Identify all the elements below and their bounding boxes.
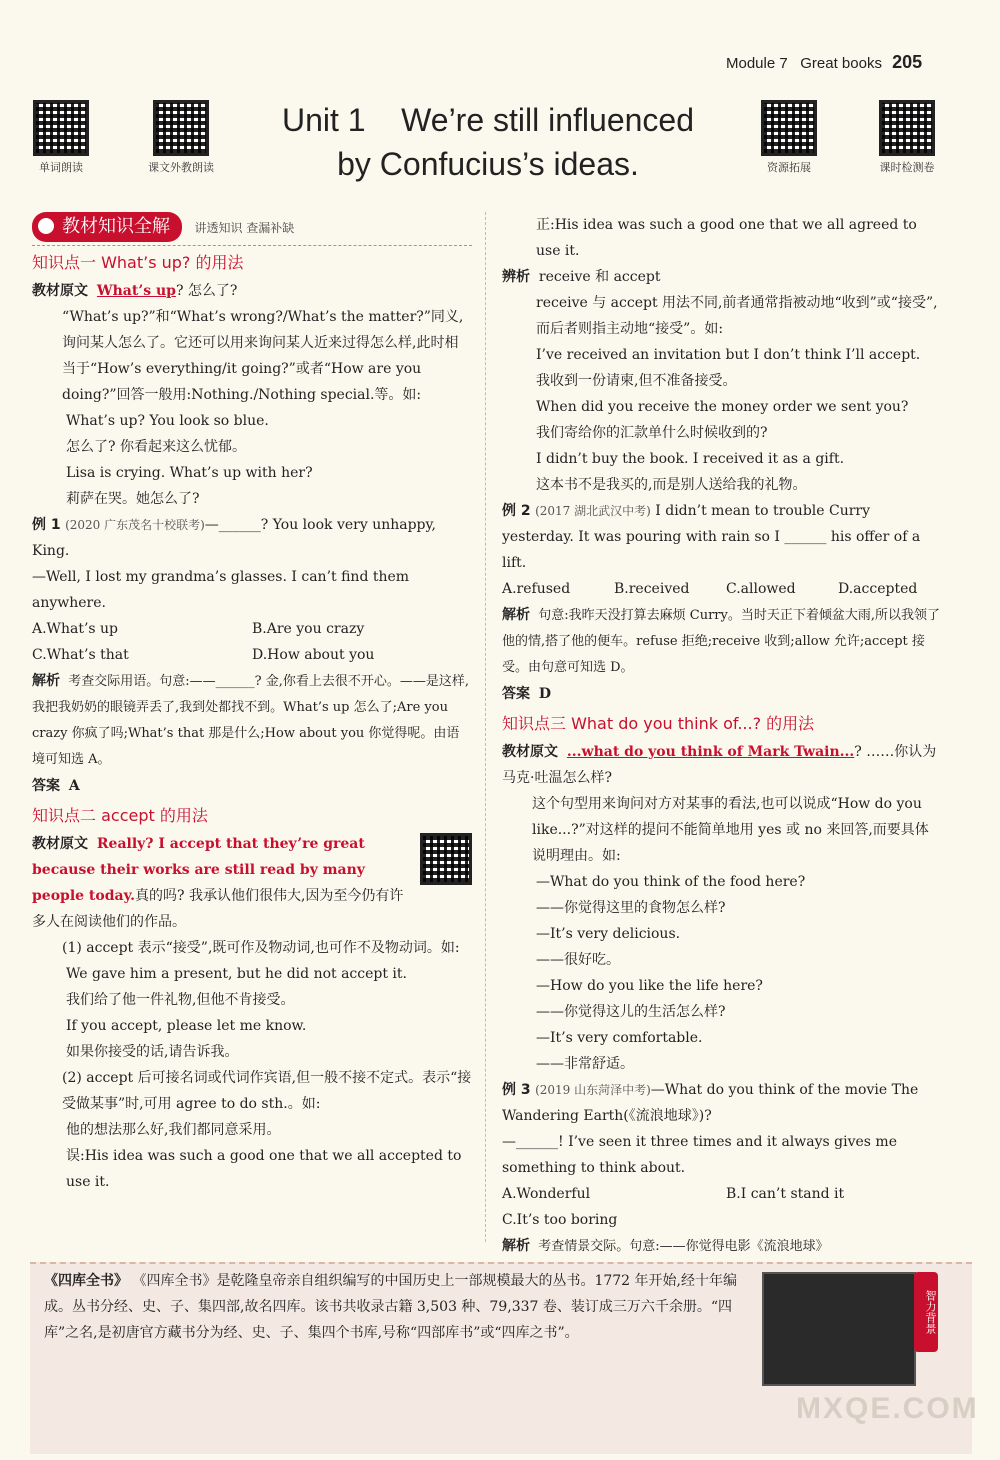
example-1-options: C.What’s that D.How about you xyxy=(32,647,375,663)
page-number: 205 xyxy=(892,52,923,72)
example-3-options: A.Wonderful B.I can’t stand it xyxy=(502,1186,845,1202)
section-banner-subtitle: 讲透知识 查漏补缺 xyxy=(194,221,295,235)
qr-code-icon[interactable] xyxy=(420,833,472,885)
module-label: Module 7 xyxy=(726,55,788,72)
unit-title-line2: by Confucius’s ideas. xyxy=(337,146,639,182)
qr-vocab[interactable] xyxy=(16,100,106,175)
qr-caption: 单词朗读 xyxy=(39,161,83,174)
left-column xyxy=(32,212,472,1195)
kp2-wrong-example: 误:His idea was such a good one that we all accepted to use it. xyxy=(66,1148,462,1190)
kp2-source: 教材原文 Really? I accept that they’re great because their works are still read by many people today.真的吗? 我承认他们很伟大,因为至今仍有许多人在阅读他们的作品。 xyxy=(32,836,404,930)
kp2-explanation: (2) accept 后可接名词或代词作宾语,但一般不接不定式。表示“接受做某事”时,可用 agree to do sth.。如: xyxy=(62,1070,472,1112)
distinction-title: 辨析 receive 和 accept xyxy=(502,269,661,285)
footer-title: 《四库全书》 xyxy=(44,1273,128,1289)
example-1-question-2: —Well, I lost my grandma’s glasses. I can’t find them anywhere. xyxy=(32,569,410,611)
qr-code-icon xyxy=(33,100,89,156)
running-header xyxy=(726,52,922,73)
example-2-analysis: 解析 句意:我昨天没打算去麻烦 Curry。当时天正下着倾盆大雨,所以我领了他的情,搭了他的便车。refuse 拒绝;receive 收到;allow 允许;accept 接受。由句意可知选 D。 xyxy=(502,607,941,675)
kp3-dialogue: —It’s very comfortable. xyxy=(536,1030,703,1046)
example-2-options: A.refused B.received C.allowed D.accepted xyxy=(502,581,918,597)
kp1-example: 莉萨在哭。她怎么了? xyxy=(66,491,200,507)
distinction-example: 这本书不是我买的,而是别人送给我的礼物。 xyxy=(536,477,807,493)
example-2-question: 例 2 (2017 湖北武汉中考) I didn’t mean to trouble Curry yesterday. It was pouring with rain so I ______ his offer of a lift. xyxy=(502,503,921,571)
kp1-source: 教材原文 What’s up? 怎么了? xyxy=(32,283,238,299)
kp1-example: What’s up? You look so blue. xyxy=(66,413,269,429)
example-1-question: 例 1 (2020 广东茂名十校联考)—______? You look very unhappy, King. xyxy=(32,517,437,559)
kp3-dialogue: —What do you think of the food here? xyxy=(536,874,806,890)
kp3-dialogue: ——很好吃。 xyxy=(536,952,620,968)
kp3-dialogue: ——你觉得这儿的生活怎么样? xyxy=(536,1004,726,1020)
section-banner-label: 教材知识全解 xyxy=(32,212,182,242)
qr-code-icon xyxy=(153,100,209,156)
kp3-dialogue: —How do you like the life here? xyxy=(536,978,763,994)
column-divider xyxy=(485,212,486,1242)
example-1-answer: 答案 A xyxy=(32,778,80,794)
example-1-analysis: 解析 考查交际用语。句意:——______? 金,你看上去很不开心。——是这样,我把我奶奶的眼镜弄丢了,我到处都找不到。What’s up 怎么了;Are you crazy 你疯了吗;What’s that 那是什么;How about you 你觉得呢。由语境可知选 A。 xyxy=(32,673,470,767)
speaker-icon xyxy=(38,218,54,234)
kp2-example: 他的想法那么好,我们都同意采用。 xyxy=(66,1122,281,1138)
book-set-image xyxy=(762,1272,916,1386)
kp2-example: If you accept, please let me know. xyxy=(66,1018,307,1034)
section-banner xyxy=(32,212,472,246)
unit-title-line1: Unit 1 We’re still influenced xyxy=(281,102,695,138)
qr-caption: 资源拓展 xyxy=(767,161,811,174)
knowledge-point-3-title: 知识点三 What do you think of...? 的用法 xyxy=(502,714,815,733)
example-2-answer: 答案 D xyxy=(502,686,552,702)
knowledge-point-1-title: 知识点一 What’s up? 的用法 xyxy=(32,253,244,272)
distinction-example: I’ve received an invitation but I don’t think I’ll accept. xyxy=(536,347,921,363)
qr-caption: 课文外教朗读 xyxy=(148,161,214,174)
example-1-options: A.What’s up B.Are you crazy xyxy=(32,621,365,637)
watermark: MXQE.COM xyxy=(796,1392,979,1425)
example-3-options: C.It’s too boring xyxy=(502,1212,618,1228)
module-title: Great books xyxy=(800,55,882,72)
kp3-source: 教材原文 ...what do you think of Mark Twain...? ……你认为马克·吐温怎么样? xyxy=(502,744,937,786)
distinction-example: 我们寄给你的汇款单什么时候收到的? xyxy=(536,425,768,441)
kp2-example: 如果你接受的话,请告诉我。 xyxy=(66,1044,239,1060)
footer-text xyxy=(44,1268,744,1346)
kp2-explanation: (1) accept 表示“接受”,既可作及物动词,也可作不及物动词。如: xyxy=(62,940,460,956)
qr-code-icon xyxy=(879,100,935,156)
kp1-example: Lisa is crying. What’s up with her? xyxy=(66,465,313,481)
kp1-example: 怎么了? 你看起来这么忧郁。 xyxy=(66,439,246,455)
right-column xyxy=(502,212,942,1260)
example-3-question-2: —______! I’ve seen it three times and it always gives me something to think about. xyxy=(502,1134,897,1176)
kp2-example: We gave him a present, but he did not accept it. xyxy=(66,966,407,982)
qr-test[interactable] xyxy=(862,100,952,175)
kp3-dialogue: ——你觉得这里的食物怎么样? xyxy=(536,900,726,916)
qr-caption: 课时检测卷 xyxy=(879,161,935,174)
kp3-explanation: 这个句型用来询问对方对某事的看法,也可以说成“How do you like...?”对这样的提问不能简单地用 yes 或 no 来回答,而要具体说明理由。如: xyxy=(532,796,929,864)
distinction-example: When did you receive the money order we sent you? xyxy=(536,399,909,415)
unit-title xyxy=(278,98,698,186)
example-3-question: 例 3 (2019 山东菏泽中考)—What do you think of the movie The Wandering Earth(《流浪地球》)? xyxy=(502,1082,919,1124)
example-3-analysis: 解析 考查情景交际。句意:——你觉得电影《流浪地球》 xyxy=(502,1238,829,1254)
distinction-text: receive 与 accept 用法不同,前者通常指被动地“收到”或“接受”,而后者则指主动地“接受”。如: xyxy=(536,295,938,337)
knowledge-point-2-title: 知识点二 accept 的用法 xyxy=(32,806,208,825)
kp3-dialogue: —It’s very delicious. xyxy=(536,926,681,942)
qr-code-icon xyxy=(761,100,817,156)
kp3-dialogue: ——非常舒适。 xyxy=(536,1056,634,1072)
kp1-explanation: “What’s up?”和“What’s wrong?/What’s the matter?”同义,询问某人怎么了。它还可以用来询问某人近来过得怎么样,此时相当于“How’s everything/it going?”或者“How are you doing?”回答一般用:Nothing./Nothing special.等。如: xyxy=(62,309,464,403)
distinction-example: 我收到一份请柬,但不准备接受。 xyxy=(536,373,737,389)
qr-resources[interactable] xyxy=(744,100,834,175)
footer-body: 《四库全书》是乾隆皇帝亲自组织编写的中国历史上一部规模最大的丛书。1772 年开始,经十年编成。丛书分经、史、子、集四部,故名四库。该书共收录古籍 3,503 种、79,337 卷、装订成三万六千余册。“四库”之名,是初唐官方藏书分为经、史、子、集四个书库,号称“四部库书”或“四库之书”。 xyxy=(44,1273,737,1341)
knowledge-badge: 智力背景 xyxy=(914,1272,938,1352)
qr-text-reading[interactable] xyxy=(136,100,226,175)
distinction-example: I didn’t buy the book. I received it as a gift. xyxy=(536,451,845,467)
kp2-correct-example: 正:His idea was such a good one that we all agreed to use it. xyxy=(536,217,917,259)
kp2-example: 我们给了他一件礼物,但他不肯接受。 xyxy=(66,992,295,1008)
